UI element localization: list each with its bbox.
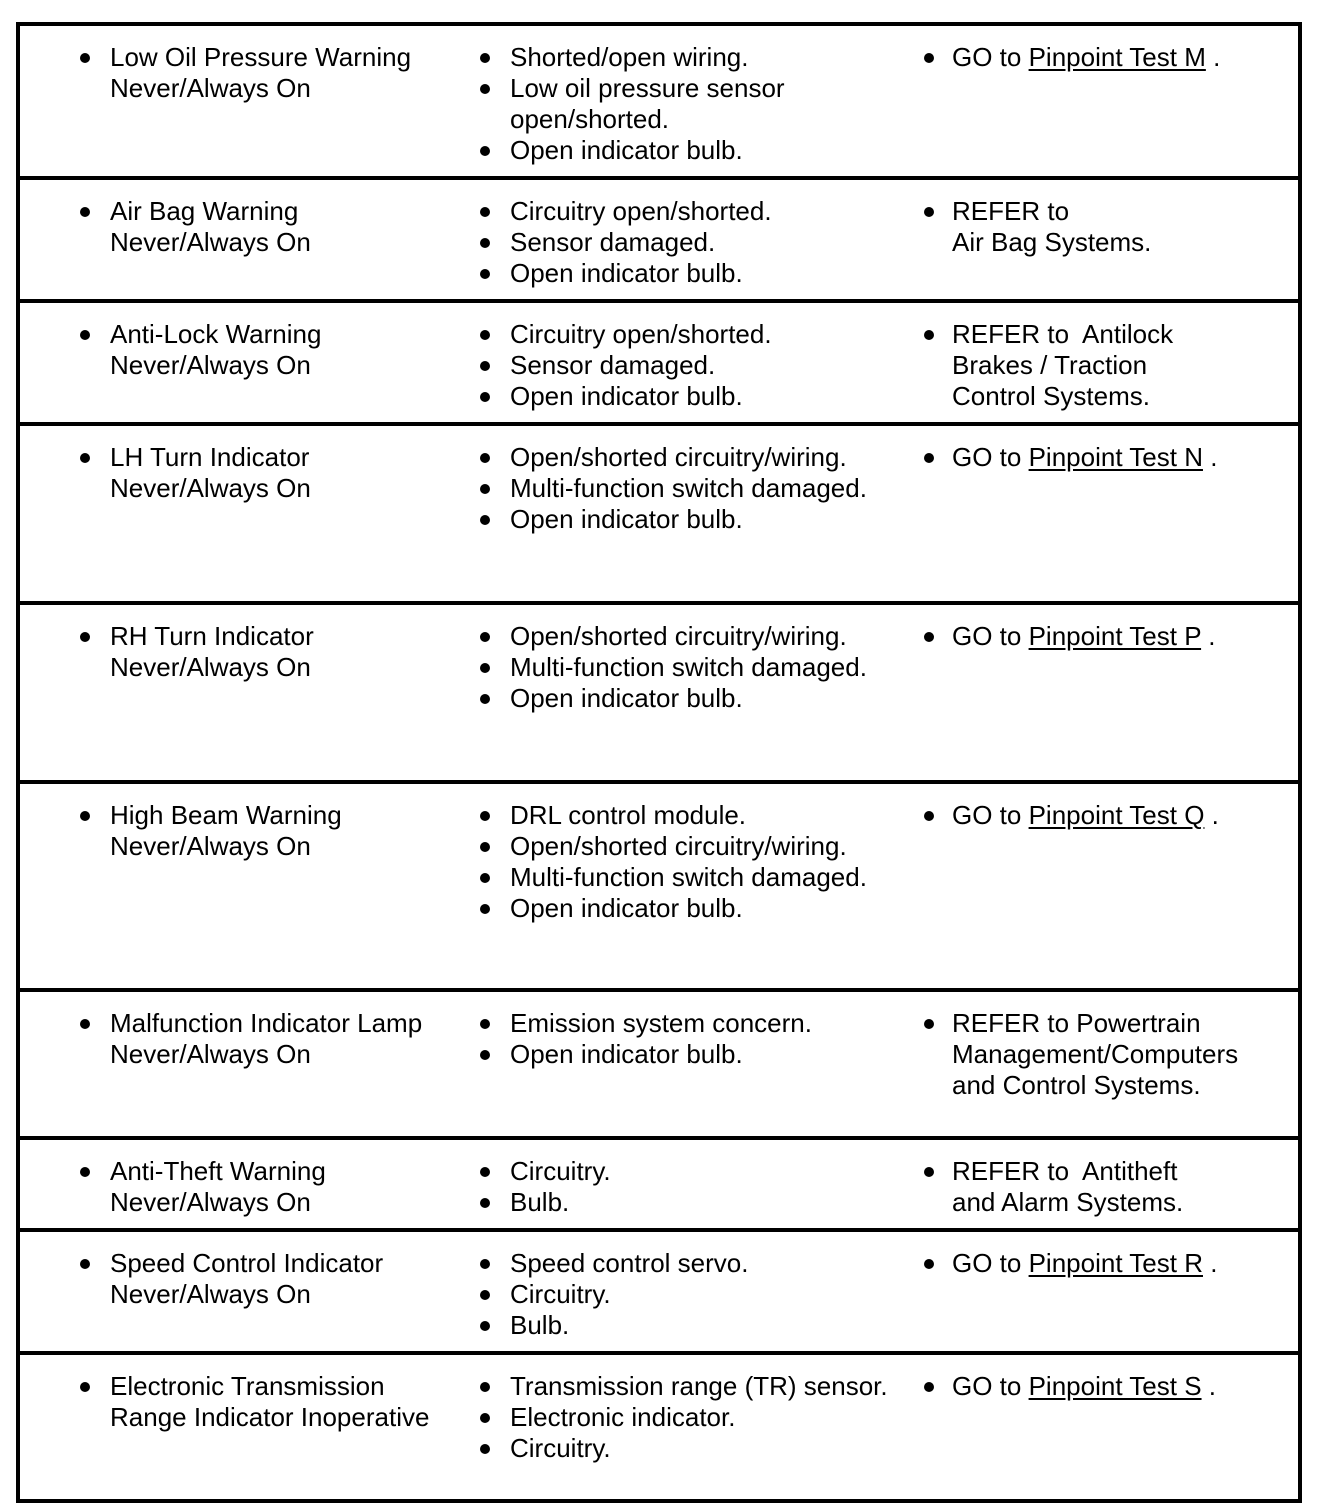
action-item (920, 319, 1298, 412)
condition-list (76, 42, 474, 104)
condition-list (76, 621, 474, 683)
possible-source-item: Emission system concern. (476, 1008, 898, 1039)
diagnosis-table-body (18, 24, 1300, 1501)
action-prefix: GO to (952, 442, 1029, 472)
action-item (920, 1008, 1298, 1101)
possible-source-item: Open indicator bulb. (476, 381, 898, 412)
possible-source-item: DRL control module. (476, 800, 898, 831)
action-suffix: . (1202, 1248, 1218, 1278)
condition-text: Never/Always On (110, 350, 311, 380)
condition-text: Malfunction Indicator Lamp (110, 1008, 423, 1038)
action-cell (898, 603, 1300, 782)
condition-list (76, 1248, 474, 1310)
table-row (18, 24, 1300, 178)
action-suffix: . (1204, 800, 1219, 830)
action-list (920, 319, 1298, 412)
possible-source-cell (474, 24, 898, 178)
possible-source-item: Multi-function switch damaged. (476, 862, 898, 893)
action-prefix: GO to (952, 621, 1029, 651)
possible-source-item: Open/shorted circuitry/wiring. (476, 621, 898, 652)
condition-text: Air Bag Warning (110, 196, 299, 226)
condition-text: Never/Always On (110, 73, 311, 103)
possible-source-item: Low oil pressure sensor open/shorted. (476, 73, 898, 135)
possible-source-list (476, 800, 898, 924)
condition-item (76, 1371, 474, 1433)
possible-source-cell (474, 782, 898, 990)
possible-source-item: Shorted/open wiring. (476, 42, 898, 73)
action-suffix: . (1205, 42, 1221, 72)
condition-cell (18, 424, 474, 603)
possible-source-list (476, 442, 898, 535)
possible-source-item: Circuitry. (476, 1279, 898, 1310)
action-cell (898, 1230, 1300, 1353)
action-prefix: GO to (952, 1371, 1029, 1401)
possible-source-item: Sensor damaged. (476, 227, 898, 258)
condition-text: Range Indicator Inoperative (110, 1402, 430, 1432)
action-cell (898, 301, 1300, 424)
possible-source-cell (474, 990, 898, 1138)
possible-source-list (476, 196, 898, 289)
pinpoint-test-link[interactable]: Pinpoint Test M (1028, 42, 1206, 72)
condition-cell (18, 301, 474, 424)
possible-source-item: Circuitry. (476, 1156, 898, 1187)
diagnosis-table (16, 22, 1302, 1503)
action-item (920, 1248, 1298, 1279)
action-prefix: GO to (952, 800, 1029, 830)
possible-source-item: Speed control servo. (476, 1248, 898, 1279)
possible-source-item: Open indicator bulb. (476, 683, 898, 714)
table-row (18, 178, 1300, 301)
action-list (920, 1156, 1298, 1218)
possible-source-item: Open indicator bulb. (476, 135, 898, 166)
action-item (920, 1156, 1298, 1218)
table-row (18, 424, 1300, 603)
action-list (920, 800, 1298, 831)
pinpoint-test-link[interactable]: Pinpoint Test Q (1028, 800, 1205, 830)
condition-list (76, 319, 474, 381)
condition-cell (18, 178, 474, 301)
action-text: and Alarm Systems. (952, 1187, 1184, 1217)
condition-item (76, 442, 474, 504)
action-suffix: . (1201, 1371, 1216, 1401)
possible-source-item: Open/shorted circuitry/wiring. (476, 831, 898, 862)
possible-source-list (476, 1371, 898, 1464)
condition-item (76, 1156, 474, 1218)
action-cell (898, 1138, 1300, 1230)
possible-source-item: Electronic indicator. (476, 1402, 898, 1433)
possible-source-cell (474, 301, 898, 424)
table-row (18, 1353, 1300, 1501)
condition-text: RH Turn Indicator (110, 621, 314, 651)
condition-cell (18, 24, 474, 178)
action-item (920, 800, 1298, 831)
condition-text: Never/Always On (110, 1039, 311, 1069)
possible-source-item: Open indicator bulb. (476, 258, 898, 289)
possible-source-cell (474, 1353, 898, 1501)
action-cell (898, 990, 1300, 1138)
table-row (18, 990, 1300, 1138)
condition-cell (18, 1230, 474, 1353)
possible-source-item: Sensor damaged. (476, 350, 898, 381)
pinpoint-test-link[interactable]: Pinpoint Test S (1028, 1371, 1202, 1401)
condition-text: Low Oil Pressure Warning (110, 42, 412, 72)
action-text: Control Systems. (952, 381, 1150, 411)
table-row (18, 301, 1300, 424)
possible-source-list (476, 42, 898, 166)
table-row (18, 603, 1300, 782)
possible-source-item: Bulb. (476, 1187, 898, 1218)
condition-item (76, 800, 474, 862)
action-list (920, 196, 1298, 258)
condition-text: Never/Always On (110, 473, 311, 503)
possible-source-item: Transmission range (TR) sensor. (476, 1371, 898, 1402)
condition-list (76, 1008, 474, 1070)
action-list (920, 42, 1298, 73)
condition-item (76, 1248, 474, 1310)
possible-source-list (476, 1248, 898, 1341)
condition-cell (18, 990, 474, 1138)
possible-source-cell (474, 603, 898, 782)
condition-cell (18, 1138, 474, 1230)
condition-text: Never/Always On (110, 831, 311, 861)
possible-source-list (476, 1156, 898, 1218)
table-row (18, 1230, 1300, 1353)
action-list (920, 1248, 1298, 1279)
action-item (920, 196, 1298, 258)
condition-text: Anti-Theft Warning (110, 1156, 326, 1186)
action-text: REFER to Powertrain (952, 1008, 1201, 1038)
possible-source-item: Circuitry open/shorted. (476, 196, 898, 227)
action-text: REFER to Antitheft (952, 1156, 1178, 1186)
action-prefix: GO to (952, 42, 1029, 72)
condition-text: Speed Control Indicator (110, 1248, 384, 1278)
condition-item (76, 621, 474, 683)
condition-text: Electronic Transmission (110, 1371, 385, 1401)
condition-list (76, 196, 474, 258)
possible-source-list (476, 1008, 898, 1070)
possible-source-item: Multi-function switch damaged. (476, 652, 898, 683)
table-row (18, 782, 1300, 990)
action-item (920, 621, 1298, 652)
action-prefix: GO to (952, 1248, 1029, 1278)
possible-source-item: Multi-function switch damaged. (476, 473, 898, 504)
condition-list (76, 1371, 474, 1433)
pinpoint-test-link[interactable]: Pinpoint Test R (1028, 1248, 1203, 1278)
action-text: and Control Systems. (952, 1070, 1201, 1100)
pinpoint-test-link[interactable]: Pinpoint Test P (1028, 621, 1202, 651)
condition-cell (18, 603, 474, 782)
possible-source-item: Circuitry. (476, 1433, 898, 1464)
action-cell (898, 424, 1300, 603)
condition-text: Never/Always On (110, 1279, 311, 1309)
possible-source-item: Open indicator bulb. (476, 893, 898, 924)
condition-list (76, 442, 474, 504)
action-text: REFER to (952, 196, 1070, 226)
table-row (18, 1138, 1300, 1230)
action-cell (898, 24, 1300, 178)
condition-item (76, 319, 474, 381)
action-suffix: . (1202, 442, 1218, 472)
possible-source-item: Bulb. (476, 1310, 898, 1341)
condition-text: Never/Always On (110, 1187, 311, 1217)
possible-source-cell (474, 178, 898, 301)
possible-source-list (476, 621, 898, 714)
condition-list (76, 800, 474, 862)
possible-source-list (476, 319, 898, 412)
action-cell (898, 178, 1300, 301)
condition-item (76, 42, 474, 104)
action-cell (898, 782, 1300, 990)
condition-text: Never/Always On (110, 227, 311, 257)
action-item (920, 442, 1298, 473)
condition-cell (18, 782, 474, 990)
condition-text: LH Turn Indicator (110, 442, 310, 472)
possible-source-cell (474, 1138, 898, 1230)
possible-source-cell (474, 424, 898, 603)
condition-item (76, 1008, 474, 1070)
condition-text: Anti-Lock Warning (110, 319, 322, 349)
possible-source-item: Open/shorted circuitry/wiring. (476, 442, 898, 473)
possible-source-item: Open indicator bulb. (476, 1039, 898, 1070)
action-suffix: . (1201, 621, 1216, 651)
action-text: Management/Computers (952, 1039, 1239, 1069)
action-list (920, 442, 1298, 473)
action-list (920, 1371, 1298, 1402)
condition-text: Never/Always On (110, 652, 311, 682)
condition-list (76, 1156, 474, 1218)
action-text: REFER to Antilock (952, 319, 1174, 349)
action-list (920, 1008, 1298, 1101)
possible-source-cell (474, 1230, 898, 1353)
pinpoint-test-link[interactable]: Pinpoint Test N (1028, 442, 1203, 472)
action-text: Brakes / Traction (952, 350, 1148, 380)
action-item (920, 42, 1298, 73)
action-text: Air Bag Systems. (952, 227, 1152, 257)
action-list (920, 621, 1298, 652)
condition-cell (18, 1353, 474, 1501)
action-cell (898, 1353, 1300, 1501)
possible-source-item: Circuitry open/shorted. (476, 319, 898, 350)
condition-item (76, 196, 474, 258)
possible-source-item: Open indicator bulb. (476, 504, 898, 535)
condition-text: High Beam Warning (110, 800, 342, 830)
action-item (920, 1371, 1298, 1402)
